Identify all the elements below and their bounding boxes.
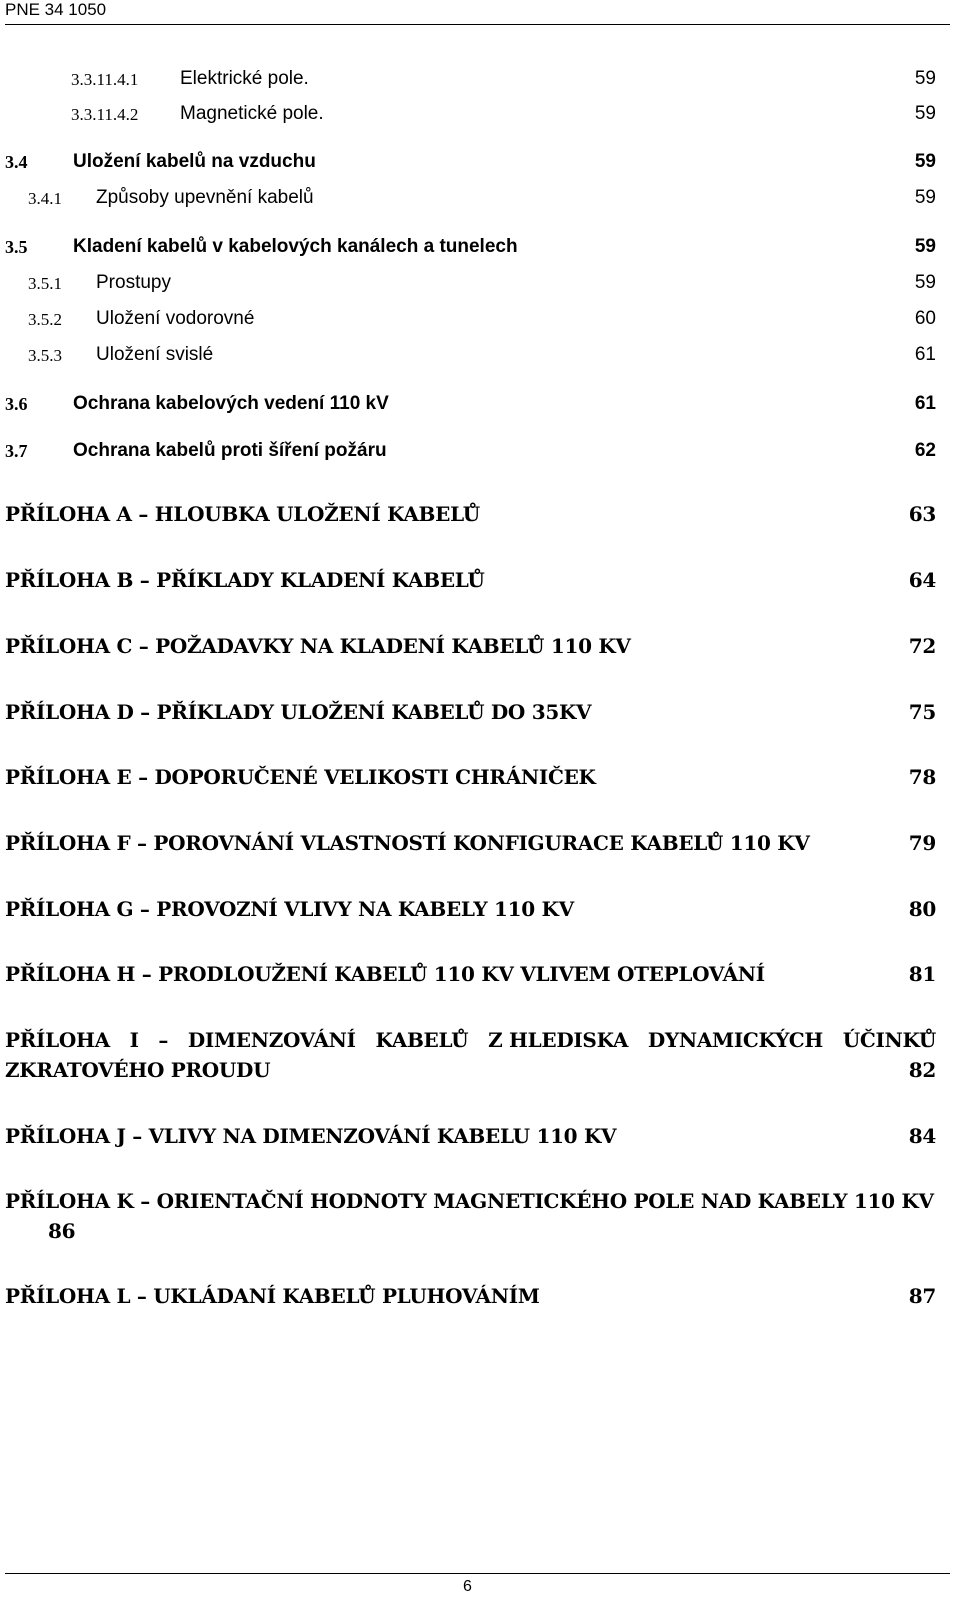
footer-divider: [5, 1573, 950, 1574]
appendix-page: 63: [908, 502, 936, 526]
appendix-page: 86: [48, 1219, 76, 1243]
toc-entry-number: 3.3.11.4.1: [71, 70, 139, 89]
appendix-title: PŘÍLOHA A – HLOUBKA ULOŽENÍ KABELŮ: [5, 502, 480, 526]
toc-entry[interactable]: [0, 236, 960, 262]
appendix-title: ZKRATOVÉHO PROUDU: [5, 1058, 271, 1082]
page-header: [5, 0, 950, 25]
toc-entry[interactable]: [0, 344, 960, 370]
appendix-title: PŘÍLOHA C – POŽADAVKY NA KLADENÍ KABELŮ 110 KV: [5, 634, 631, 658]
appendix-title: PŘÍLOHA H – PRODLOUŽENÍ KABELŮ 110 KV VLIVEM OTEPLOVÁNÍ: [5, 962, 765, 986]
appendix-i-word: DIMENZOVÁNÍ: [187, 1028, 356, 1052]
toc-entry[interactable]: [0, 68, 960, 94]
appendix-i-word: DYNAMICKÝCH: [647, 1028, 823, 1052]
toc-entry-number: 3.4.1: [28, 189, 62, 208]
document-id: PNE 34 1050: [5, 0, 107, 19]
toc-entry-title: Elektrické pole.: [180, 68, 309, 89]
toc-entry[interactable]: [0, 187, 960, 213]
appendix-page: 84: [908, 1124, 936, 1148]
toc-entry[interactable]: [0, 151, 960, 177]
toc-entry-title: Kladení kabelů v kabelových kanálech a tunelech: [73, 236, 518, 257]
toc-entry-title: Uložení vodorovné: [96, 308, 255, 329]
appendix-page: 87: [908, 1284, 936, 1308]
appendix-title: PŘÍLOHA L – UKLÁDANÍ KABELŮ PLUHOVÁNÍM: [5, 1284, 540, 1308]
appendix-page: 78: [908, 765, 936, 789]
toc-entry[interactable]: [0, 272, 960, 298]
toc-entry-page: 59: [914, 103, 936, 124]
appendix-title: PŘÍLOHA E – DOPORUČENÉ VELIKOSTI CHRÁNIČEK: [5, 765, 596, 789]
toc-entry[interactable]: [0, 393, 960, 419]
page-number: 6: [463, 1578, 472, 1595]
toc-entry-title: Prostupy: [96, 272, 171, 293]
appendix-i-line-1[interactable]: [5, 1028, 936, 1058]
toc-entry-title: Způsoby upevnění kabelů: [96, 187, 314, 208]
toc-entry-title: Uložení svislé: [96, 344, 214, 365]
appendix-title: PŘÍLOHA D – PŘÍKLADY ULOŽENÍ KABELŮ DO 35KV: [5, 700, 592, 724]
appendix-page: 80: [908, 897, 936, 921]
appendix-title: PŘÍLOHA J – VLIVY NA DIMENZOVÁNÍ KABELU 110 KV: [5, 1124, 617, 1148]
toc-entry-title: Uložení kabelů na vzduchu: [73, 151, 316, 172]
appendix-page: 72: [908, 634, 936, 658]
toc-entry-page: 61: [914, 344, 936, 365]
toc-entry-page: 60: [914, 308, 936, 329]
toc-entry-number: 3.3.11.4.2: [71, 105, 139, 124]
toc-entry[interactable]: [0, 103, 960, 129]
toc-entry-page: 61: [914, 393, 936, 414]
appendix-i-word: Z HLEDISKA: [488, 1028, 629, 1052]
appendix-page: 75: [908, 700, 936, 724]
appendix-page: 64: [908, 568, 936, 592]
appendix-page: 81: [908, 962, 936, 986]
appendix-title: PŘÍLOHA K – ORIENTAČNÍ HODNOTY MAGNETICKÉHO POLE NAD KABELY 110 KV: [5, 1189, 934, 1213]
toc-entry[interactable]: [0, 440, 960, 466]
toc-entry-page: 59: [914, 272, 936, 293]
appendix-title: PŘÍLOHA G – PROVOZNÍ VLIVY NA KABELY 110 KV: [5, 897, 574, 921]
toc-entry-title: Ochrana kabelů proti šíření požáru: [73, 440, 387, 461]
toc-entry-page: 59: [914, 151, 936, 172]
toc-entry-number: 3.7: [5, 441, 28, 461]
toc-entry-page: 59: [914, 68, 936, 89]
toc-entry-number: 3.5.1: [28, 274, 62, 293]
appendix-i-word: PŘÍLOHA: [5, 1028, 110, 1052]
toc-entry-number: 3.6: [5, 394, 28, 414]
toc-entry[interactable]: [0, 308, 960, 334]
appendix-title: PŘÍLOHA B – PŘÍKLADY KLADENÍ KABELŮ: [5, 568, 485, 592]
appendix-title: PŘÍLOHA F – POROVNÁNÍ VLASTNOSTÍ KONFIGURACE KABELŮ 110 KV: [5, 831, 810, 855]
toc-entry-number: 3.5.2: [28, 310, 62, 329]
toc-entry-title: Magnetické pole.: [180, 103, 324, 124]
toc-entry-page: 59: [914, 187, 936, 208]
appendix-i-word: I: [129, 1028, 139, 1052]
appendix-i-word: ÚČINKŮ: [842, 1028, 936, 1052]
appendix-page: 79: [908, 831, 936, 855]
toc-entry-number: 3.5: [5, 237, 28, 257]
toc-entry-page: 62: [914, 440, 936, 461]
toc-entry-number: 3.4: [5, 152, 28, 172]
appendix-page: 82: [908, 1058, 936, 1082]
appendix-i-word: –: [158, 1028, 169, 1052]
toc-entry-title: Ochrana kabelových vedení 110 kV: [73, 393, 389, 414]
appendix-i-word: KABELŮ: [375, 1028, 469, 1052]
toc-entry-page: 59: [914, 236, 936, 257]
toc-entry-number: 3.5.3: [28, 346, 62, 365]
